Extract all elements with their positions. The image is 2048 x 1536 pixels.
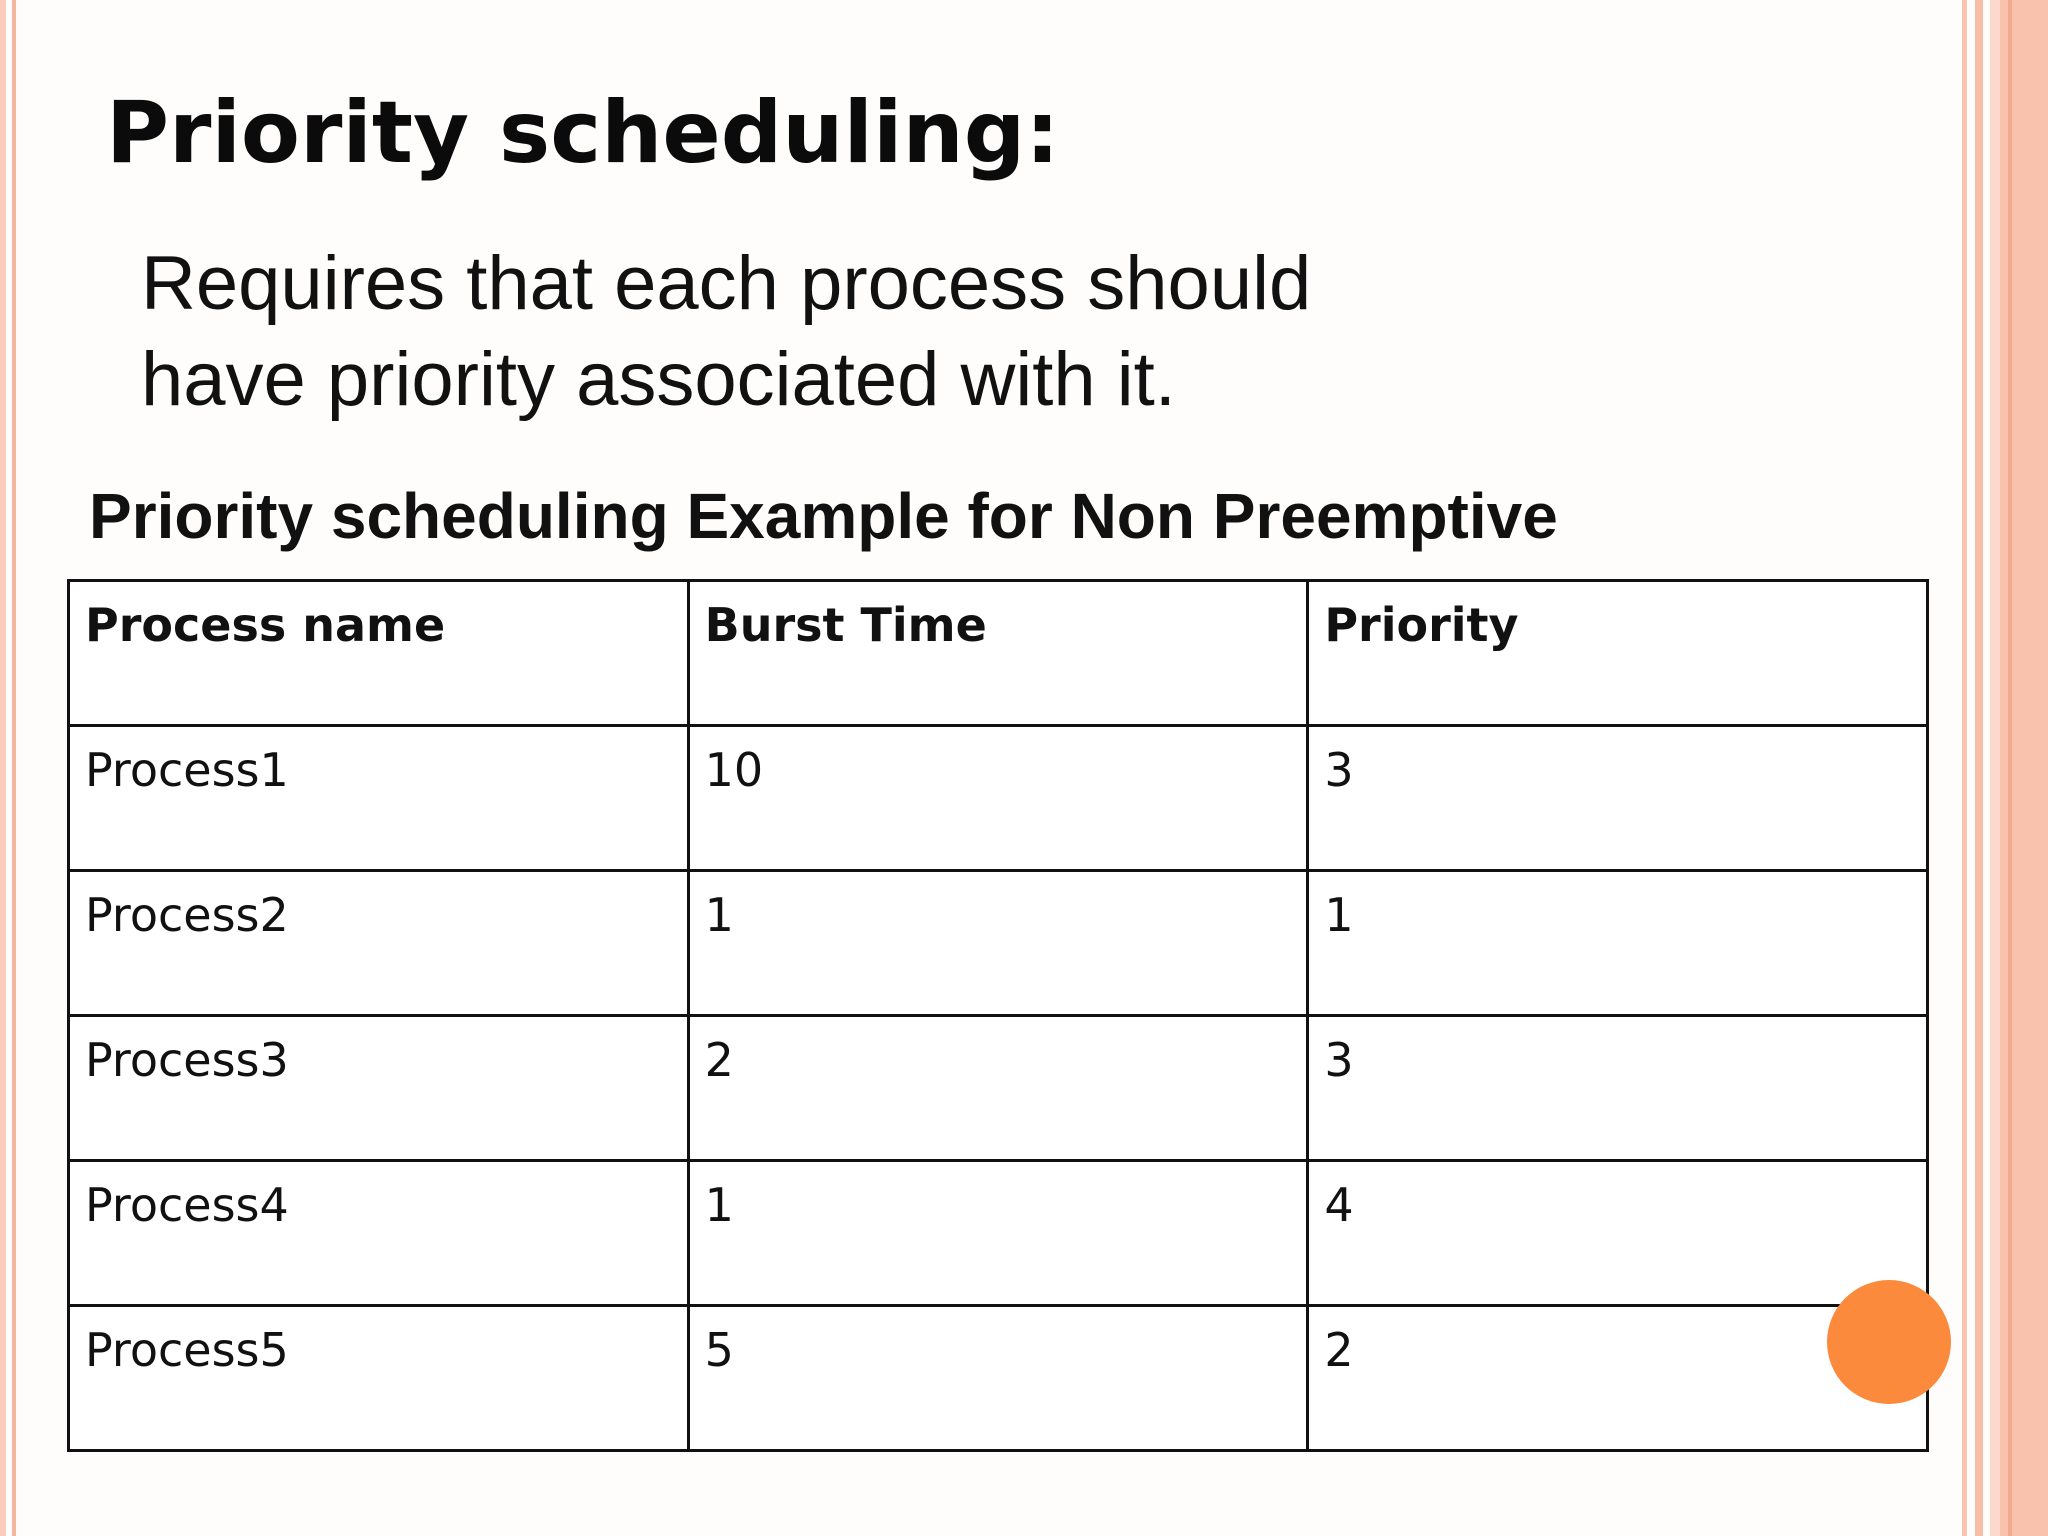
cell-burst-time: 2 bbox=[688, 1016, 1308, 1161]
cell-priority: 4 bbox=[1308, 1161, 1928, 1306]
cell-priority: 3 bbox=[1308, 726, 1928, 871]
table-row bbox=[69, 1161, 1928, 1306]
table-row bbox=[69, 1306, 1928, 1451]
cell-burst-time: 1 bbox=[688, 1161, 1308, 1306]
cell-process-name: Process4 bbox=[69, 1161, 689, 1306]
right-border-stripe-5 bbox=[2008, 0, 2012, 1536]
slide-description: Requires that each process should have priority associated with it. bbox=[141, 241, 1312, 422]
cell-burst-time: 1 bbox=[688, 871, 1308, 1016]
cell-priority: 2 bbox=[1308, 1306, 1928, 1451]
header-priority: Priority bbox=[1308, 581, 1928, 726]
right-border-stripe-2 bbox=[1975, 0, 1983, 1536]
example-heading: Priority scheduling Example for Non Preemptive bbox=[89, 480, 1558, 552]
cell-process-name: Process2 bbox=[69, 871, 689, 1016]
table-row bbox=[69, 1016, 1928, 1161]
table-header-row bbox=[69, 581, 1928, 726]
right-border-stripe-3 bbox=[1990, 0, 2000, 1536]
process-table bbox=[67, 579, 1929, 1452]
cell-process-name: Process3 bbox=[69, 1016, 689, 1161]
decorative-orange-circle bbox=[1827, 1280, 1951, 1404]
cell-burst-time: 10 bbox=[688, 726, 1308, 871]
left-border-stripe-inner bbox=[12, 0, 16, 1536]
left-border-stripe-outer bbox=[0, 0, 6, 1536]
header-burst-time: Burst Time bbox=[688, 581, 1308, 726]
table-row bbox=[69, 726, 1928, 871]
cell-process-name: Process1 bbox=[69, 726, 689, 871]
cell-priority: 3 bbox=[1308, 1016, 1928, 1161]
cell-process-name: Process5 bbox=[69, 1306, 689, 1451]
right-border-stripe-1 bbox=[1962, 0, 1967, 1536]
table-row bbox=[69, 871, 1928, 1016]
header-process-name: Process name bbox=[69, 581, 689, 726]
cell-burst-time: 5 bbox=[688, 1306, 1308, 1451]
slide-title: Priority scheduling: bbox=[106, 83, 1060, 183]
cell-priority: 1 bbox=[1308, 871, 1928, 1016]
